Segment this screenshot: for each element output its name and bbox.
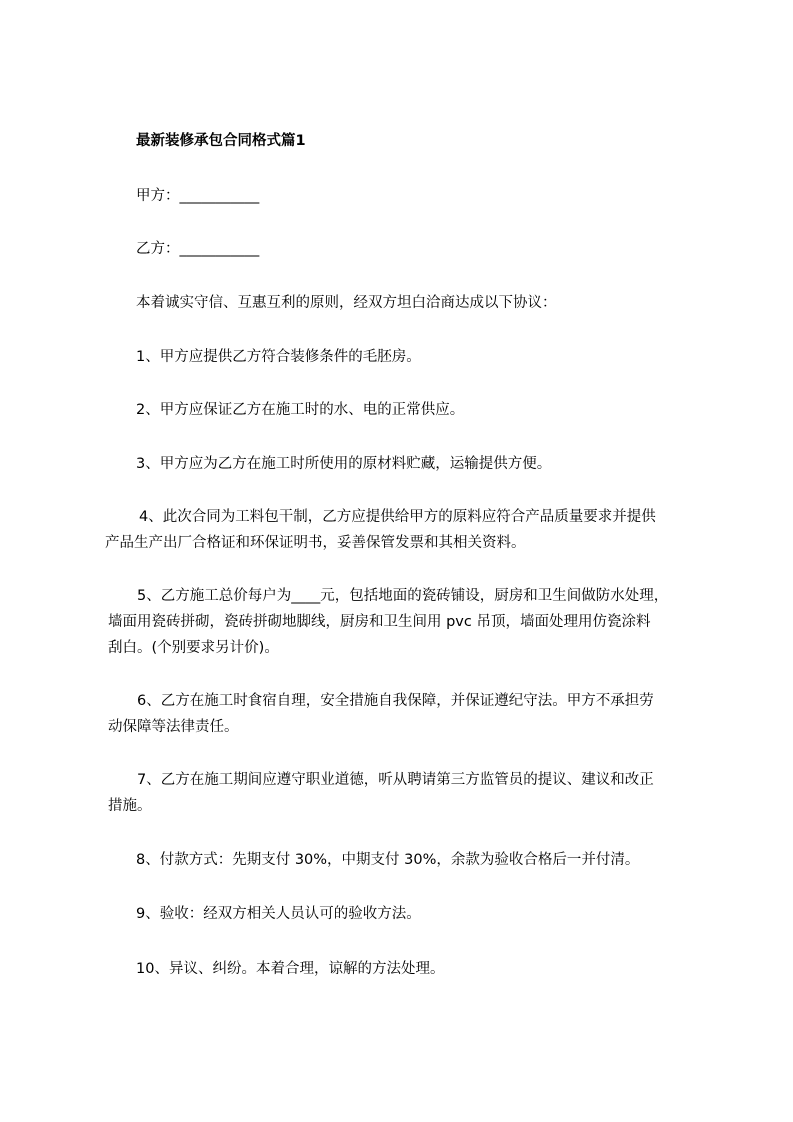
clause-5-line-3: 刮白。(个别要求另计价)。 (108, 640, 279, 656)
document-title: 最新装修承包合同格式篇1 (136, 133, 306, 149)
party-b-line: 乙方：___________ (136, 241, 260, 257)
clause-4-line-1: 4、此次合同为工料包干制，乙方应提供给甲方的原料应符合产品质量要求并提供 (139, 509, 656, 525)
clause-1: 1、甲方应提供乙方符合装修条件的毛胚房。 (136, 349, 421, 365)
clause-7-line-2: 措施。 (108, 798, 152, 814)
clause-2: 2、甲方应保证乙方在施工时的水、电的正常供应。 (136, 402, 465, 418)
clause-4-line-2: 产品生产出厂合格证和环保证明书，妥善保管发票和其相关资料。 (105, 535, 526, 551)
clause-5-line-1: 5、乙方施工总价每户为____元，包括地面的瓷砖铺设，厨房和卫生间做防水处理， (137, 588, 669, 604)
party-a-line: 甲方：___________ (136, 188, 260, 204)
clause-7-line-1: 7、乙方在施工期间应遵守职业道德，听从聘请第三方监管员的提议、建议和改正 (137, 772, 654, 788)
clause-9: 9、验收：经双方相关人员认可的验收方法。 (136, 906, 421, 922)
clause-10: 10、异议、纠纷。本着合理，谅解的方法处理。 (136, 961, 445, 977)
clause-6-line-1: 6、乙方在施工时食宿自理，安全措施自我保障，并保证遵纪守法。甲方不承担劳 (137, 693, 654, 709)
clause-3: 3、甲方应为乙方在施工时所使用的原材料贮藏，运输提供方便。 (136, 456, 552, 472)
clause-8: 8、付款方式：先期支付 30%，中期支付 30%，余款为验收合格后一并付清。 (136, 852, 640, 868)
clause-6-line-2: 动保障等法律责任。 (108, 719, 239, 735)
clause-5-line-2: 墙面用瓷砖拼砌，瓷砖拼砌地脚线，厨房和卫生间用 pvc 吊顶，墙面处理用仿瓷涂料 (108, 614, 651, 630)
intro-paragraph: 本着诚实守信、互惠互利的原则，经双方坦白洽商达成以下协议： (136, 295, 557, 311)
